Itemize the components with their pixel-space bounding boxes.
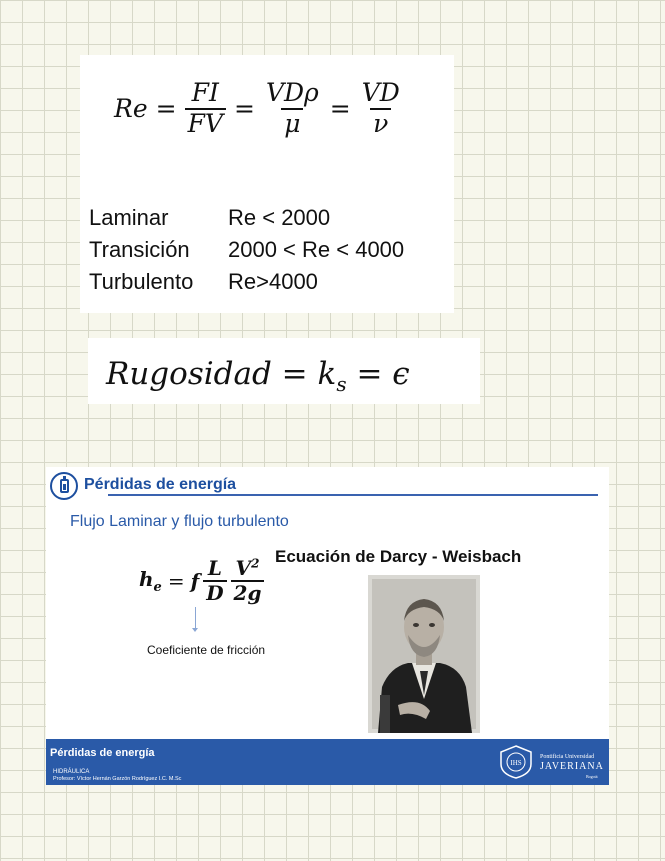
fraction-numerator: L <box>207 556 222 580</box>
rugosidad-equation <box>106 356 410 396</box>
kinematic-fraction <box>359 79 403 139</box>
epsilon-symbol: ϵ <box>392 356 410 392</box>
flow-regime-table <box>89 202 404 298</box>
darcy-weisbach-equation <box>139 557 264 605</box>
footer-course: HIDRÁULICA <box>53 769 90 775</box>
university-crest-icon <box>497 744 535 780</box>
roughness-k: k <box>317 356 337 392</box>
friction-coefficient-label: Coeficiente de fricción <box>147 643 266 657</box>
equals-sign: = <box>281 356 308 392</box>
header-divider <box>108 494 598 496</box>
length-diameter-fraction <box>203 557 226 605</box>
head-loss-symbol: h <box>139 567 154 591</box>
head-loss-subscript: e <box>153 580 162 595</box>
fraction-denominator: 2g <box>231 580 265 605</box>
university-city: Bogotá <box>586 774 598 779</box>
forces-fraction <box>185 79 226 139</box>
fraction-denominator: FV <box>185 108 226 139</box>
fraction-numerator: VDρ <box>265 78 319 107</box>
slide-footer <box>46 739 609 785</box>
darcy-weisbach-title: Ecuación de Darcy - Weisbach <box>275 547 522 566</box>
slide-title: Pérdidas de energía <box>84 476 237 493</box>
regime-name: Turbulento <box>89 269 194 294</box>
reynolds-card <box>80 55 454 313</box>
crest-monogram: IHS <box>510 759 522 767</box>
friction-factor-symbol: f <box>190 569 200 593</box>
rugosidad-word: Rugosidad <box>106 356 272 392</box>
slide-header <box>46 467 609 507</box>
regime-name: Transición <box>89 237 190 262</box>
university-name: JAVERIANA <box>540 761 604 772</box>
equals-sign: = <box>167 569 185 593</box>
reynolds-equation <box>114 79 403 139</box>
fraction-denominator: μ <box>281 108 303 139</box>
regime-name: Laminar <box>89 205 169 230</box>
footer-professor: Profesor: Víctor Hernán Garzón Rodríguez I.C. M.Sc <box>53 776 182 782</box>
slide-subtitle: Flujo Laminar y flujo turbulento <box>70 513 289 530</box>
regime-condition: Re < 2000 <box>228 205 331 230</box>
velocity-head-fraction <box>231 557 265 605</box>
regime-condition: Re>4000 <box>228 269 318 294</box>
regime-condition: 2000 < Re < 4000 <box>228 237 405 262</box>
regime-row-laminar <box>89 202 404 234</box>
equals-sign: = <box>329 94 351 124</box>
slide-card <box>46 467 609 785</box>
fraction-denominator: D <box>203 580 226 605</box>
density-fraction <box>263 79 322 139</box>
equals-sign: = <box>233 94 255 124</box>
fraction-numerator: VD <box>361 78 400 107</box>
portrait-image <box>368 575 480 733</box>
regime-row-transicion <box>89 234 404 266</box>
university-small-text: Pontificia Universidad <box>540 754 595 760</box>
rugosidad-card <box>88 338 480 404</box>
fraction-numerator: FI <box>191 78 219 107</box>
battery-icon <box>50 472 78 500</box>
velocity-symbol: V <box>235 556 252 580</box>
equals-sign: = <box>155 94 177 124</box>
arrow-down-icon <box>195 607 196 629</box>
reynolds-lhs: Re <box>114 94 148 124</box>
footer-title: Pérdidas de energía <box>50 747 155 759</box>
velocity-exponent: 2 <box>251 556 260 571</box>
fraction-denominator: ν <box>370 108 391 139</box>
fraction-numerator <box>233 557 263 580</box>
roughness-subscript: s <box>336 372 347 397</box>
regime-row-turbulento <box>89 266 404 298</box>
equals-sign: = <box>356 356 383 392</box>
